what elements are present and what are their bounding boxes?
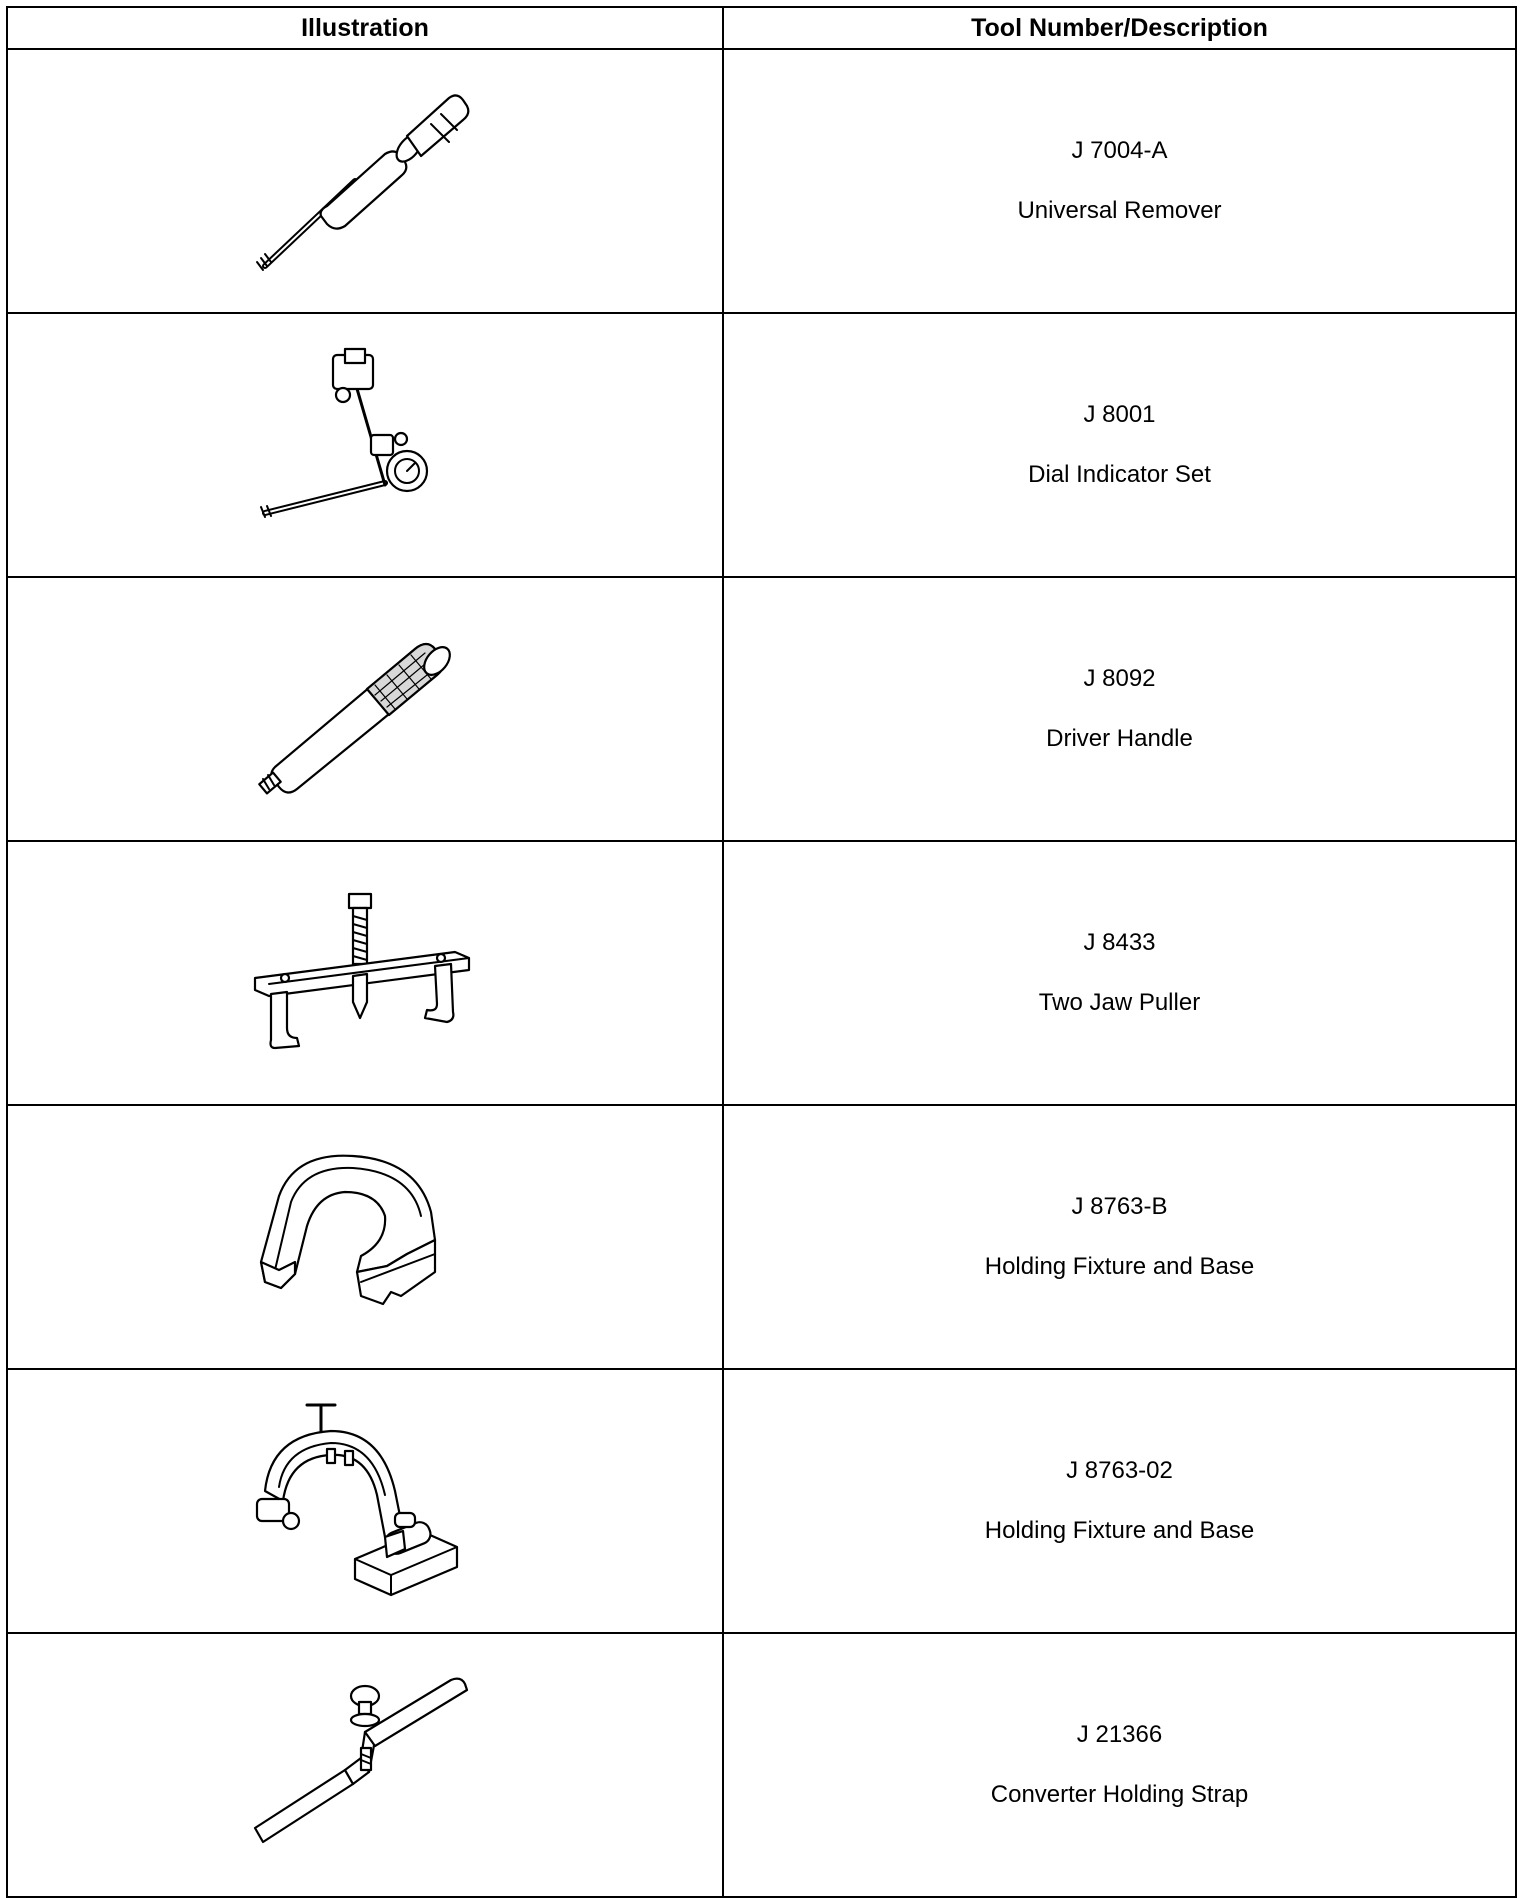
- tool-description: Dial Indicator Set: [1028, 461, 1211, 488]
- header-illustration: Illustration: [7, 7, 723, 49]
- table-row: [7, 1105, 1516, 1369]
- table-row: [7, 313, 1516, 577]
- tools-table: [6, 6, 1517, 1898]
- tool-number: J 8763-B: [1071, 1193, 1168, 1220]
- tool-number: J 8433: [1083, 929, 1156, 956]
- table-row: [7, 841, 1516, 1105]
- tool-description: Universal Remover: [1017, 197, 1222, 224]
- tool-number: J 8001: [1083, 401, 1156, 428]
- description-cell: [723, 841, 1516, 1105]
- description-cell: [723, 1369, 1516, 1633]
- description-cell: [723, 1105, 1516, 1369]
- tool-number: J 8092: [1083, 665, 1156, 692]
- illustration-cell: [7, 1105, 723, 1369]
- table-row: [7, 49, 1516, 313]
- illustration-cell: [7, 313, 723, 577]
- illustration-cell: [7, 1369, 723, 1633]
- driver-handle-icon: [235, 609, 495, 809]
- table-row: [7, 1633, 1516, 1897]
- illustration-cell: [7, 49, 723, 313]
- tool-description: Driver Handle: [1046, 725, 1193, 752]
- tool-number: J 21366: [1076, 1721, 1163, 1748]
- tool-description: Holding Fixture and Base: [984, 1253, 1255, 1280]
- tool-number: J 7004-A: [1071, 137, 1168, 164]
- dial-indicator-icon: [235, 335, 495, 555]
- holding-strap-icon: [235, 1660, 495, 1870]
- table-row: [7, 1369, 1516, 1633]
- tool-number: J 8763-02: [1066, 1457, 1173, 1484]
- description-cell: [723, 577, 1516, 841]
- tool-description: Holding Fixture and Base: [984, 1517, 1255, 1544]
- tool-description: Converter Holding Strap: [990, 1781, 1249, 1808]
- illustration-cell: [7, 841, 723, 1105]
- two-jaw-puller-icon: [235, 878, 495, 1068]
- tool-description: Two Jaw Puller: [1038, 989, 1201, 1016]
- holding-fixture-base-icon: [235, 1391, 495, 1611]
- header-tool-number: Tool Number/Description: [723, 7, 1516, 49]
- description-cell: [723, 313, 1516, 577]
- holding-fixture-icon: [235, 1142, 495, 1332]
- illustration-cell: [7, 577, 723, 841]
- table-row: [7, 577, 1516, 841]
- slide-hammer-icon: [235, 76, 495, 286]
- description-cell: [723, 49, 1516, 313]
- description-cell: [723, 1633, 1516, 1897]
- header-row: [7, 7, 1516, 49]
- illustration-cell: [7, 1633, 723, 1897]
